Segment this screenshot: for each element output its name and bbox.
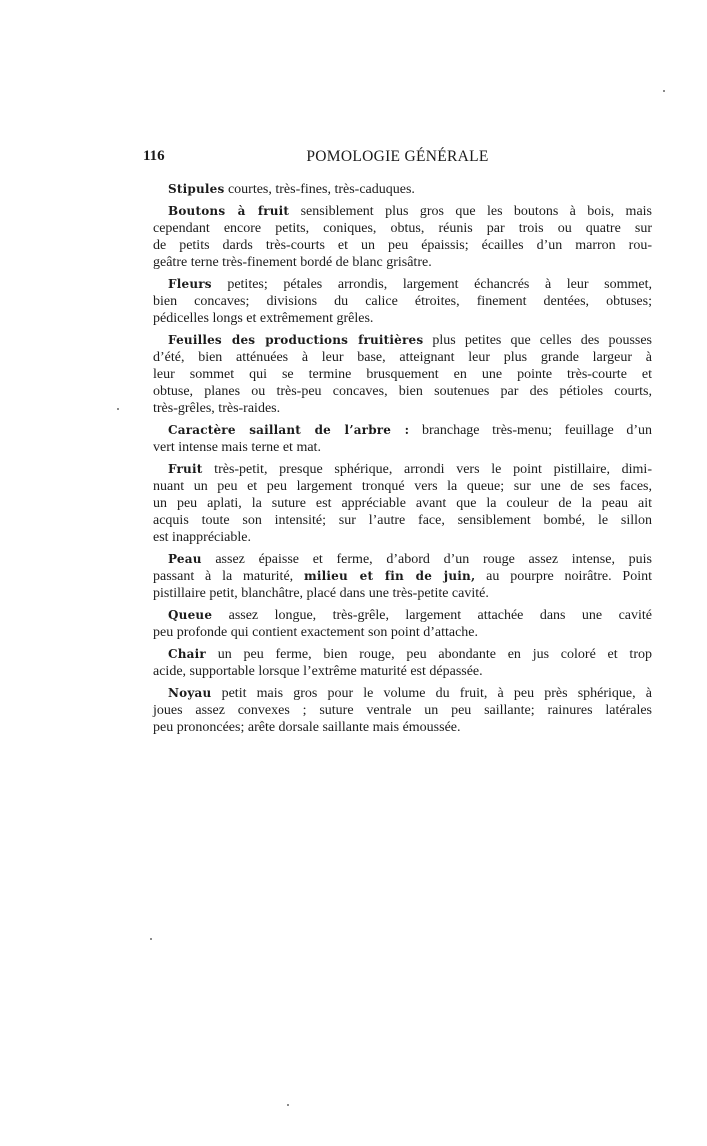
bold-term: Stipules	[168, 182, 225, 196]
paragraph	[153, 276, 652, 327]
text-line	[153, 624, 652, 641]
paragraph	[153, 181, 652, 198]
text-line	[153, 332, 652, 349]
scan-speck	[150, 938, 152, 940]
bold-term: Caractère saillant de l’arbre :	[168, 423, 410, 437]
text-line	[153, 366, 652, 383]
text-run: très-grêles, très-raides.	[153, 401, 281, 416]
paragraph	[153, 551, 652, 602]
text-run: acquis toute son intensité; sur l’autre face, sensiblement bombé, le sillon	[153, 513, 652, 528]
text-run: d’été, bien atténuées à leur base, atteignant leur plus grande largeur à	[153, 350, 652, 365]
text-line	[153, 568, 652, 585]
text-run: peu prononcées; arête dorsale saillante mais émoussée.	[153, 720, 461, 735]
paragraph	[153, 685, 652, 736]
bold-term: Boutons à fruit	[168, 204, 290, 218]
page-body	[153, 181, 652, 736]
text-run: branchage très-menu; feuillage d’un	[409, 423, 652, 438]
scan-speck	[117, 408, 119, 410]
paragraph	[153, 332, 652, 417]
text-run: courtes, très-fines, très-caduques.	[224, 182, 415, 197]
running-title: POMOLOGIE GÉNÉRALE	[306, 148, 489, 165]
text-line	[153, 512, 652, 529]
bold-term: Feuilles des productions fruitières	[168, 333, 424, 347]
text-line	[153, 237, 652, 254]
paragraph	[153, 461, 652, 546]
text-run: leur sommet qui se termine brusquement en une pointe très-courte et	[153, 367, 652, 382]
text-run: peu profonde qui contient exactement son point d’attache.	[153, 625, 479, 640]
text-line	[153, 422, 652, 439]
bold-term: Queue	[168, 608, 213, 622]
text-run: assez longue, très-grêle, largement attachée dans une cavité	[212, 608, 652, 623]
text-line	[153, 646, 652, 663]
text-run: joues assez convexes ; suture ventrale un peu saillante; rainures latérales	[153, 703, 652, 718]
text-run: passant à la maturité,	[153, 569, 304, 584]
paragraph	[153, 607, 652, 641]
text-line	[153, 349, 652, 366]
text-run: sensiblement plus gros que les boutons à bois, mais	[289, 204, 652, 219]
text-run: pédicelles longs et extrêmement grêles.	[153, 311, 374, 326]
text-line	[153, 719, 652, 736]
text-line	[153, 181, 652, 198]
text-line	[153, 276, 652, 293]
text-run: pistillaire petit, blanchâtre, placé dans une très-petite cavité.	[153, 586, 489, 601]
text-run: cependant encore petits, coniques, obtus, réunis par trois ou quatre sur	[153, 221, 652, 236]
text-run: plus petites que celles des pousses	[423, 333, 653, 348]
text-line	[153, 293, 652, 310]
paragraph	[153, 422, 652, 456]
text-line	[153, 439, 652, 456]
text-line	[153, 220, 652, 237]
text-line	[153, 203, 652, 220]
text-line	[153, 551, 652, 568]
text-run: acide, supportable lorsque l’extrême maturité est dépassée.	[153, 664, 483, 679]
bold-term: Chair	[168, 647, 206, 661]
text-run: geâtre terne très-finement bordé de blanc grisâtre.	[153, 255, 432, 270]
text-run: petites; pétales arrondis, largement échancrés à leur sommet,	[211, 277, 652, 292]
page-number: 116	[143, 148, 165, 164]
text-run: petit mais gros pour le volume du fruit, à peu près sphérique, à	[211, 686, 652, 701]
text-line	[153, 478, 652, 495]
text-line	[153, 685, 652, 702]
text-run: nuant un peu et peu largement tronqué vers la queue; sur une de ses faces,	[153, 479, 652, 494]
bold-term: Fleurs	[168, 277, 212, 291]
text-line	[153, 607, 652, 624]
text-run: est inappréciable.	[153, 530, 251, 545]
text-run: de petits dards très-courts et un peu épaissis; écailles d’un marron rou-	[153, 238, 652, 253]
text-run: au pourpre noirâtre. Point	[475, 569, 652, 584]
paragraph	[153, 646, 652, 680]
text-run: bien concaves; divisions du calice étroites, finement dentées, obtuses;	[153, 294, 652, 309]
text-run: un peu aplati, la suture est appréciable avant que la couleur de la peau ait	[153, 496, 652, 511]
text-run: très-petit, presque sphérique, arrondi vers le point pistillaire, dimi-	[202, 462, 652, 477]
bold-term: Noyau	[168, 686, 212, 700]
text-line	[153, 310, 652, 327]
text-run: vert intense mais terne et mat.	[153, 440, 321, 455]
bold-term: milieu et fin de juin,	[304, 569, 476, 583]
text-line	[153, 400, 652, 417]
text-line	[153, 254, 652, 271]
bold-term: Peau	[168, 552, 202, 566]
text-line	[153, 702, 652, 719]
bold-term: Fruit	[168, 462, 203, 476]
text-line	[153, 495, 652, 512]
scan-speck	[663, 90, 665, 92]
page-header	[143, 148, 652, 168]
paragraph	[153, 203, 652, 271]
text-run: un peu ferme, bien rouge, peu abondante en jus coloré et trop	[205, 647, 652, 662]
text-line	[153, 663, 652, 680]
text-line	[153, 585, 652, 602]
text-run: assez épaisse et ferme, d’abord d’un rouge assez intense, puis	[201, 552, 652, 567]
text-line	[153, 529, 652, 546]
text-line	[153, 461, 652, 478]
scan-speck	[287, 1104, 289, 1106]
text-run: obtuse, planes ou très-peu concaves, bien soutenues par des pétioles courts,	[153, 384, 652, 399]
text-line	[153, 383, 652, 400]
